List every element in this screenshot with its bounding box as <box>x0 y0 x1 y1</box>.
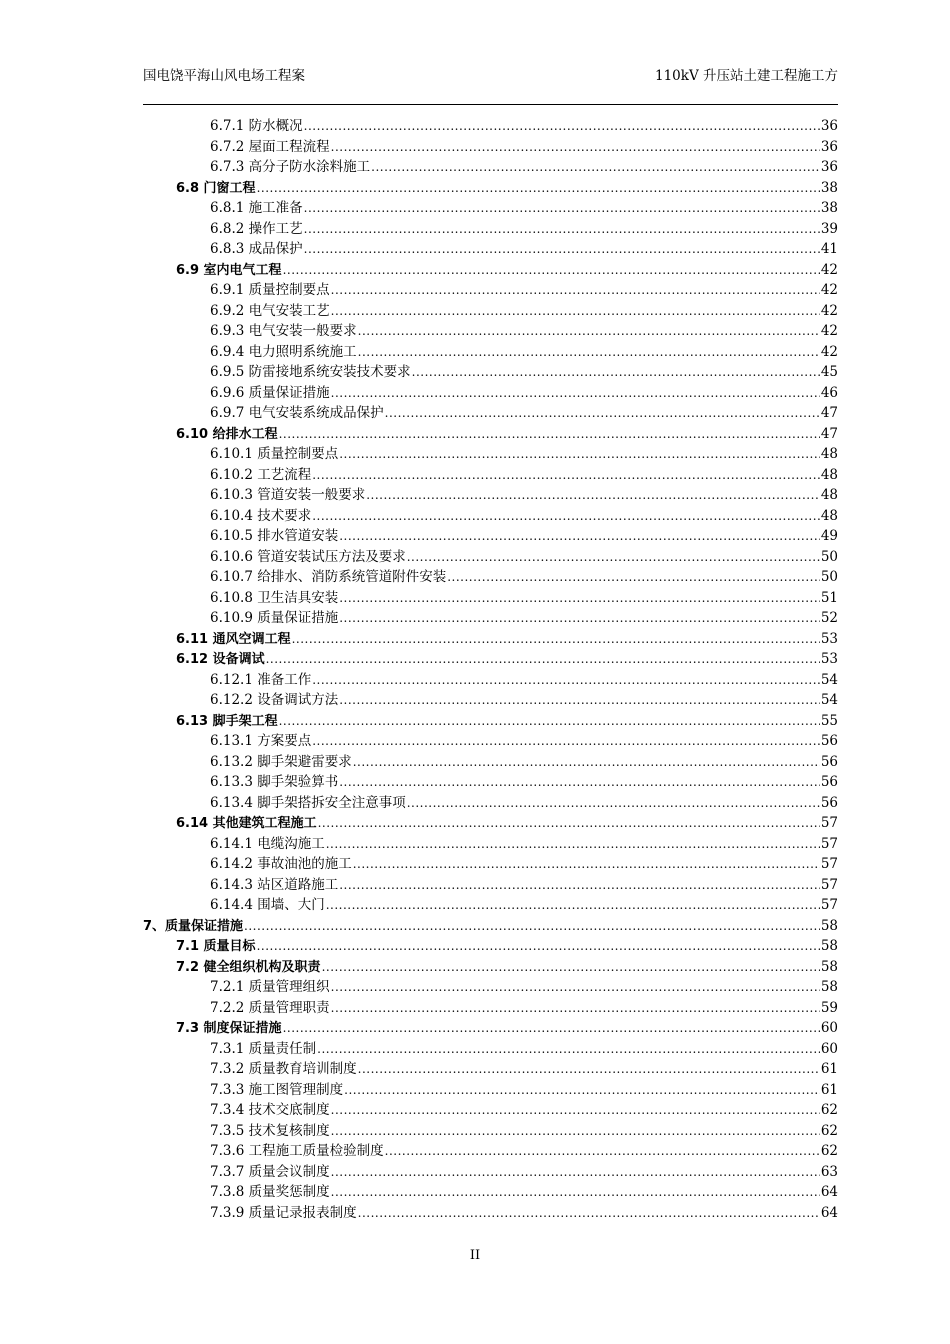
toc-entry-title: 7.2 健全组织机构及职责 <box>176 959 321 975</box>
toc-entry-title: 6.9.3 电气安装一般要求 <box>210 323 357 339</box>
toc-entry[interactable] <box>143 219 838 240</box>
toc-entry[interactable] <box>143 403 838 424</box>
toc-leader-dots <box>358 1059 820 1080</box>
toc-entry-title: 6.12.1 准备工作 <box>210 671 312 688</box>
toc-entry-page: 62 <box>820 1143 838 1159</box>
toc-entry-page: 60 <box>820 1020 838 1036</box>
toc-entry[interactable] <box>143 813 838 834</box>
toc-entry[interactable] <box>143 875 838 896</box>
toc-leader-dots <box>353 752 820 773</box>
toc-leader-dots <box>358 1203 820 1224</box>
toc-entry-title: 7.3.3 施工图管理制度 <box>210 1081 344 1098</box>
toc-entry-title: 7.2.1 质量管理组织 <box>210 979 330 995</box>
toc-entry-title: 6.10.4 技术要求 <box>210 507 312 524</box>
toc-entry-title: 6.13.4 脚手架搭拆安全注意事项 <box>210 794 406 811</box>
toc-leader-dots <box>312 465 820 486</box>
toc-entry-title: 7.3.7 质量会议制度 <box>210 1163 330 1180</box>
toc-entry-title: 7.3 制度保证措施 <box>176 1021 282 1036</box>
toc-leader-dots <box>304 219 820 240</box>
toc-entry-page: 38 <box>820 200 838 216</box>
toc-leader-dots <box>317 1039 820 1060</box>
toc-entry-page: 36 <box>820 138 838 155</box>
toc-entry-page: 46 <box>820 384 838 401</box>
toc-leader-dots <box>257 936 820 957</box>
toc-entry-title: 6.10.3 管道安装一般要求 <box>210 487 366 503</box>
toc-leader-dots <box>331 1162 820 1183</box>
toc-entry-title: 6.8.2 操作工艺 <box>210 220 303 237</box>
toc-entry-page: 49 <box>820 528 838 544</box>
toc-entry[interactable] <box>143 649 838 670</box>
toc-entry-title: 6.14.1 电缆沟施工 <box>210 835 325 852</box>
toc-leader-dots <box>304 239 820 260</box>
toc-leader-dots <box>244 916 820 937</box>
toc-leader-dots <box>385 1141 820 1162</box>
toc-entry-title: 6.9.6 质量保证措施 <box>210 384 330 401</box>
toc-leader-dots <box>385 403 820 424</box>
toc-entry-page: 38 <box>820 179 838 196</box>
toc-leader-dots <box>366 485 820 506</box>
toc-entry[interactable] <box>143 916 838 937</box>
toc-entry-page: 48 <box>820 507 838 524</box>
toc-entry[interactable] <box>143 383 838 404</box>
page-header <box>143 66 838 105</box>
toc-entry-title: 6.9.4 电力照明系统施工 <box>210 343 357 360</box>
toc-entry-title: 6.14.4 围墙、大门 <box>210 897 325 913</box>
toc-entry-title: 7.1 质量目标 <box>176 939 256 954</box>
toc-leader-dots <box>331 998 820 1019</box>
toc-entry[interactable] <box>143 608 838 629</box>
toc-entry-title: 6.9.5 防雷接地系统安装技术要求 <box>210 364 411 380</box>
toc-entry[interactable] <box>143 444 838 465</box>
toc-entry-title: 6.12 设备调试 <box>176 652 265 667</box>
toc-leader-dots <box>279 711 820 732</box>
toc-entry[interactable] <box>143 1039 838 1060</box>
toc-entry[interactable] <box>143 567 838 588</box>
toc-entry[interactable] <box>143 957 838 978</box>
toc-entry-title: 7.2.2 质量管理职责 <box>210 999 330 1016</box>
toc-entry-page: 64 <box>820 1204 838 1221</box>
toc-entry[interactable] <box>143 977 838 998</box>
toc-leader-dots <box>283 1018 820 1039</box>
toc-entry-title: 7.3.8 质量奖惩制度 <box>210 1184 330 1200</box>
toc-leader-dots <box>339 875 820 896</box>
toc-entry-page: 42 <box>820 323 838 339</box>
toc-entry-page: 64 <box>820 1184 838 1200</box>
toc-entry-title: 6.11 通风空调工程 <box>176 631 291 647</box>
toc-entry-page: 54 <box>820 671 838 688</box>
toc-entry-page: 57 <box>820 897 838 913</box>
toc-entry-page: 57 <box>820 815 838 831</box>
toc-entry-title: 7.3.1 质量责任制 <box>210 1040 317 1057</box>
toc-entry[interactable] <box>143 1203 838 1224</box>
toc-entry-page: 52 <box>820 610 838 626</box>
toc-entry[interactable] <box>143 1018 838 1039</box>
toc-entry[interactable] <box>143 588 838 609</box>
toc-entry-page: 56 <box>820 753 838 770</box>
toc-entry-page: 56 <box>820 733 838 749</box>
toc-leader-dots <box>353 854 820 875</box>
toc-leader-dots <box>331 1121 820 1142</box>
toc-entry-title: 6.13 脚手架工程 <box>176 713 278 729</box>
toc-entry-title: 6.10 给排水工程 <box>176 426 278 442</box>
toc-entry-title: 6.10.5 排水管道安装 <box>210 528 339 544</box>
toc-entry-page: 53 <box>820 630 838 647</box>
toc-entry-title: 6.14.3 站区道路施工 <box>210 876 339 893</box>
toc-leader-dots <box>312 731 820 752</box>
toc-entry-title: 6.9.1 质量控制要点 <box>210 282 330 298</box>
toc-leader-dots <box>407 547 820 568</box>
toc-entry-title: 7.3.6 工程施工质量检验制度 <box>210 1143 384 1159</box>
toc-entry[interactable] <box>143 1162 838 1183</box>
toc-entry-page: 41 <box>820 241 838 257</box>
toc-entry-title: 6.10.9 质量保证措施 <box>210 610 339 626</box>
toc-entry-page: 50 <box>820 548 838 565</box>
toc-entry[interactable] <box>143 772 838 793</box>
toc-leader-dots <box>312 670 820 691</box>
toc-entry-title: 7.3.9 质量记录报表制度 <box>210 1204 357 1221</box>
toc-entry-page: 58 <box>820 917 838 934</box>
toc-entry[interactable] <box>143 485 838 506</box>
toc-entry-page: 48 <box>820 446 838 462</box>
toc-leader-dots <box>339 588 820 609</box>
toc-leader-dots <box>407 793 820 814</box>
toc-entry[interactable] <box>143 895 838 916</box>
toc-leader-dots <box>257 178 820 199</box>
toc-leader-dots <box>304 116 820 137</box>
toc-entry-title: 6.8.1 施工准备 <box>210 200 303 216</box>
toc-entry-title: 6.10.1 质量控制要点 <box>210 446 339 462</box>
toc-leader-dots <box>339 772 820 793</box>
toc-entry-title: 6.13.1 方案要点 <box>210 733 312 749</box>
toc-entry-page: 56 <box>820 774 838 790</box>
toc-entry[interactable] <box>143 1141 838 1162</box>
toc-entry-page: 48 <box>820 466 838 483</box>
toc-entry-page: 36 <box>820 118 838 134</box>
toc-entry-page: 57 <box>820 856 838 872</box>
toc-leader-dots <box>279 424 820 445</box>
page-number: II <box>469 1248 481 1263</box>
toc-entry[interactable] <box>143 752 838 773</box>
toc-leader-dots <box>358 321 820 342</box>
toc-leader-dots <box>331 137 820 158</box>
toc-entry-page: 47 <box>820 425 838 442</box>
toc-entry-page: 61 <box>820 1081 838 1098</box>
toc-entry[interactable] <box>143 731 838 752</box>
toc-entry[interactable] <box>143 239 838 260</box>
toc-entry-page: 45 <box>820 364 838 380</box>
toc-entry[interactable] <box>143 157 838 178</box>
toc-entry-page: 39 <box>820 220 838 237</box>
toc-entry[interactable] <box>143 998 838 1019</box>
toc-leader-dots <box>331 383 820 404</box>
toc-entry[interactable] <box>143 198 838 219</box>
toc-leader-dots <box>358 342 820 363</box>
toc-entry-page: 36 <box>820 159 838 175</box>
toc-entry-title: 6.7.2 屋面工程流程 <box>210 138 330 155</box>
toc-entry-title: 6.10.7 给排水、消防系统管道附件安装 <box>210 569 447 585</box>
toc-entry[interactable] <box>143 711 838 732</box>
toc-leader-dots <box>331 1100 820 1121</box>
toc-entry-title: 7.3.4 技术交底制度 <box>210 1102 330 1118</box>
toc-entry[interactable] <box>143 342 838 363</box>
toc-entry[interactable] <box>143 362 838 383</box>
toc-leader-dots <box>266 649 820 670</box>
toc-leader-dots <box>312 506 820 527</box>
toc-entry[interactable] <box>143 793 838 814</box>
toc-entry-page: 59 <box>820 999 838 1016</box>
toc-entry-title: 6.14.2 事故油池的施工 <box>210 856 352 872</box>
toc-entry-page: 63 <box>820 1163 838 1180</box>
toc-entry[interactable] <box>143 116 838 137</box>
toc-leader-dots <box>339 444 820 465</box>
toc-leader-dots <box>339 690 820 711</box>
toc-entry[interactable] <box>143 547 838 568</box>
toc-entry[interactable] <box>143 834 838 855</box>
header-document-title: 110kV 升压站土建工程施工方 <box>655 68 838 84</box>
toc-entry-title: 6.7.3 高分子防水涂料施工 <box>210 159 371 175</box>
toc-entry-title: 6.14 其他建筑工程施工 <box>176 816 317 831</box>
toc-entry[interactable] <box>143 936 838 957</box>
toc-leader-dots <box>371 157 820 178</box>
toc-entry-page: 53 <box>820 651 838 667</box>
toc-entry[interactable] <box>143 1080 838 1101</box>
toc-entry[interactable] <box>143 424 838 445</box>
toc-leader-dots <box>447 567 820 588</box>
toc-entry-page: 42 <box>820 282 838 298</box>
toc-entry-page: 58 <box>820 938 838 954</box>
toc-leader-dots <box>344 1080 820 1101</box>
toc-entry-page: 54 <box>820 692 838 708</box>
toc-leader-dots <box>326 895 820 916</box>
toc-entry-page: 60 <box>820 1040 838 1057</box>
toc-entry-title: 6.8.3 成品保护 <box>210 241 303 257</box>
toc-entry-title: 6.9.7 电气安装系统成品保护 <box>210 405 384 421</box>
toc-entry-title: 6.13.3 脚手架验算书 <box>210 774 339 790</box>
toc-entry-page: 57 <box>820 835 838 852</box>
toc-entry-page: 47 <box>820 405 838 421</box>
toc-entry-title: 6.9.2 电气安装工艺 <box>210 302 330 319</box>
toc-entry-title: 7、质量保证措施 <box>143 918 244 934</box>
toc-entry-page: 61 <box>820 1061 838 1077</box>
toc-entry-title: 6.9 室内电气工程 <box>176 262 282 278</box>
toc-entry[interactable] <box>143 670 838 691</box>
toc-entry-title: 6.7.1 防水概况 <box>210 118 303 134</box>
header-project-name: 国电饶平海山风电场工程案 <box>143 68 305 84</box>
toc-entry-title: 6.8 门窗工程 <box>176 180 256 196</box>
toc-entry[interactable] <box>143 690 838 711</box>
toc-entry-page: 55 <box>820 712 838 729</box>
toc-entry-page: 42 <box>820 261 838 278</box>
toc-entry-title: 6.13.2 脚手架避雷要求 <box>210 753 352 770</box>
toc-entry[interactable] <box>143 854 838 875</box>
toc-entry-page: 62 <box>820 1102 838 1118</box>
toc-entry[interactable] <box>143 321 838 342</box>
toc-entry-page: 51 <box>820 589 838 606</box>
toc-entry[interactable] <box>143 1100 838 1121</box>
toc-entry-page: 48 <box>820 487 838 503</box>
toc-entry[interactable] <box>143 629 838 650</box>
toc-entry-title: 7.3.2 质量教育培训制度 <box>210 1061 357 1077</box>
toc-entry-page: 58 <box>820 958 838 975</box>
toc-entry-title: 7.3.5 技术复核制度 <box>210 1122 330 1139</box>
toc-entry[interactable] <box>143 465 838 486</box>
toc-leader-dots <box>304 198 820 219</box>
toc-leader-dots <box>331 280 820 301</box>
toc-entry[interactable] <box>143 1059 838 1080</box>
toc-leader-dots <box>331 301 820 322</box>
toc-entry-page: 57 <box>820 876 838 893</box>
toc-entry-title: 6.10.8 卫生洁具安装 <box>210 589 339 606</box>
toc-entry-page: 42 <box>820 343 838 360</box>
toc-leader-dots <box>412 362 820 383</box>
toc-entry[interactable] <box>143 260 838 281</box>
toc-leader-dots <box>331 1182 820 1203</box>
toc-leader-dots <box>283 260 820 281</box>
toc-leader-dots <box>326 834 820 855</box>
toc-leader-dots <box>339 526 820 547</box>
toc-leader-dots <box>322 957 820 978</box>
toc-entry-page: 62 <box>820 1122 838 1139</box>
toc-entry[interactable] <box>143 1182 838 1203</box>
toc-leader-dots <box>331 977 820 998</box>
toc-entry-title: 6.10.2 工艺流程 <box>210 466 312 483</box>
toc-entry[interactable] <box>143 178 838 199</box>
table-of-contents <box>143 116 838 1223</box>
toc-leader-dots <box>292 629 820 650</box>
toc-entry[interactable] <box>143 280 838 301</box>
toc-entry[interactable] <box>143 137 838 158</box>
toc-entry[interactable] <box>143 301 838 322</box>
toc-entry-title: 6.10.6 管道安装试压方法及要求 <box>210 548 406 565</box>
toc-entry[interactable] <box>143 506 838 527</box>
toc-entry-page: 50 <box>820 569 838 585</box>
toc-entry[interactable] <box>143 1121 838 1142</box>
toc-entry-page: 56 <box>820 794 838 811</box>
toc-entry[interactable] <box>143 526 838 547</box>
toc-entry-page: 58 <box>820 979 838 995</box>
toc-leader-dots <box>318 813 820 834</box>
toc-leader-dots <box>339 608 820 629</box>
toc-entry-page: 42 <box>820 302 838 319</box>
toc-entry-title: 6.12.2 设备调试方法 <box>210 692 339 708</box>
